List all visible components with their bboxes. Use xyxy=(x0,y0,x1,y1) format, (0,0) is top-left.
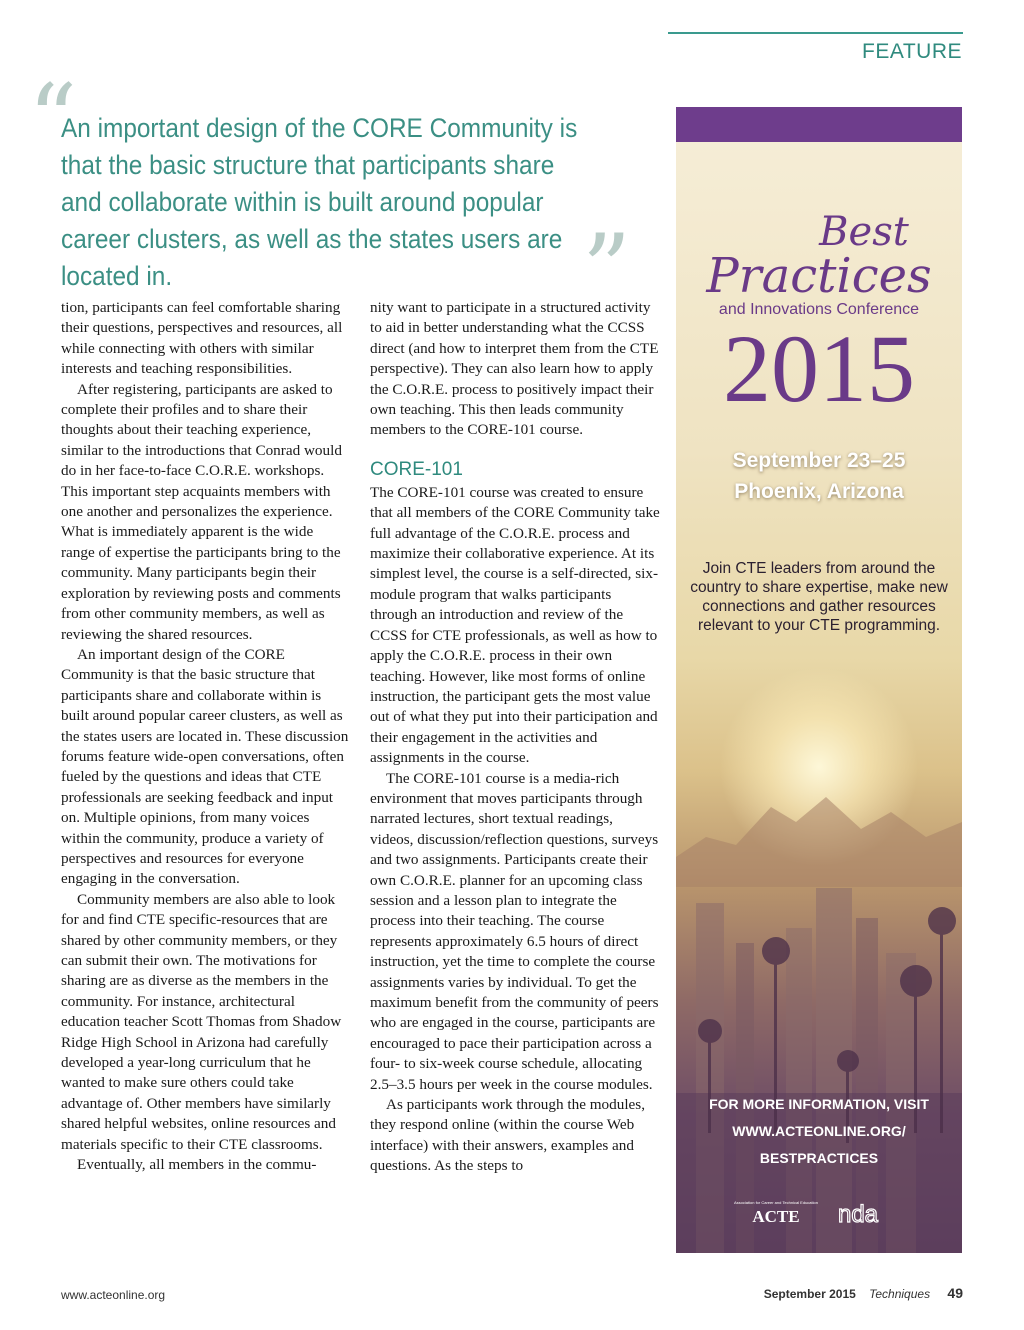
ad-location: Phoenix, Arizona xyxy=(734,480,904,503)
paragraph: The CORE-101 course was created to ensure that all members of the CORE Community take full advantage of the C.O.R.E. process and maximize their collaborative experience. At its simplest level, the course is a self-directed, six-module program that walks participants through an introduction and review of the CCSS for CTE professionals, as well as how to apply the C.O.R.E. process in their own teaching. However, like most forms of online instruction, the participant gets the most value out of what they put into their participation and their engagement in the activities and assignments in the course. xyxy=(370,483,660,767)
ad-info xyxy=(676,1091,962,1172)
paragraph: The CORE-101 course is a media-rich environment that moves participants through narrated lectures, short textual readings, videos, discussion/reflection questions, surveys and two assignments. Participants create their own C.O.R.E. planner for an upcoming class session and a lesson plan to integrate the process into their teaching. The course represents approximately 6.5 hours of direct instruction, yet the time to complete the course assignments varies by individual. To get the maximum benefit from the community of peers who are engaged in the course, participants are encouraged to pace their participation across a four- to six-week course schedule, allocating 2.5–3.5 hours per week in the course modules. xyxy=(370,769,659,1093)
section-heading: CORE-101 xyxy=(370,458,463,480)
ad-subtitle: and Innovations Conference xyxy=(718,301,920,318)
ad-title-best: Best xyxy=(819,209,909,255)
ad-title xyxy=(676,209,962,304)
ad-year: 2015 xyxy=(723,315,915,422)
footer-url: www.acteonline.org xyxy=(61,1288,166,1302)
ad-info-line: FOR MORE INFORMATION, VISIT xyxy=(709,1096,929,1112)
city-skyline-illustration xyxy=(676,833,962,1253)
paragraph: Eventually, all members in the commu- xyxy=(77,1156,317,1174)
footer-date: September 2015 xyxy=(763,1287,856,1301)
header-rule xyxy=(668,32,963,34)
footer-magazine: Techniques xyxy=(869,1287,931,1301)
nda-logo: nda xyxy=(837,1201,879,1228)
ad-title-practices: Practices xyxy=(706,248,932,304)
paragraph: After registering, participants are asked to complete their profiles and to share their thoughts about their teaching experience, similar to the introductions that Conrad would do in her face-to-face C.O.R.E. workshops. This important step acquaints members with one another and personalizes the experience. What is immediately apparent is the wide range of expertise the participants bring to the community. Many participants begin their exploration by reviewing posts and comments from other community members, as well as reviewing the shared resources. xyxy=(61,380,342,643)
article-column-1 xyxy=(61,298,350,1175)
acte-logo-subtitle: Association for Career and Technical Education xyxy=(734,1200,818,1205)
footer-info xyxy=(764,1285,963,1301)
article-column-2 xyxy=(370,298,660,1177)
ad-url-link[interactable]: WWW.ACTEONLINE.ORG/ xyxy=(732,1123,906,1139)
open-quote-mark: “ xyxy=(28,64,78,176)
paragraph: nity want to participate in a structured activity to aid in better understanding what the CCSS direct (and how to interpret them from the CTE perspective). They can also learn how to apply the C.O.R.E. process to positively impact their own teaching. This then leads community members to the CORE-101 course. xyxy=(370,299,659,439)
paragraph: Community members are also able to look for and find CTE specific-resources that are shared by other community members, or they can submit their own. The motivations for sharing are as diverse as the members in the community. For instance, architectural education teacher Scott Thomas from Shadow Ridge High School in Arizona had carefully developed a year-long curriculum that he wanted to make sure others could take advantage of. Other members have similarly shared helpful websites, online resources and materials specific to their CTE classrooms. xyxy=(61,890,342,1153)
ad-dates-location xyxy=(676,445,962,507)
sponsor-logos xyxy=(676,1192,962,1232)
paragraph: As participants work through the modules, they respond online (within the course Web interface) with their answers, examples and questions. As the steps to xyxy=(370,1096,645,1175)
conference-advertisement[interactable] xyxy=(676,107,962,1253)
close-quote-mark: ” xyxy=(582,214,632,326)
page-number: 49 xyxy=(947,1285,963,1301)
pull-quote: An important design of the CORE Community is that the basic structure that participants share and collaborate within is built around popular career clusters, as well as the states users are located in. xyxy=(61,113,578,291)
paragraph: tion, participants can feel comfortable sharing their questions, perspectives and resources, all while connecting with others with similar interests and teaching responsibilities. xyxy=(61,299,343,378)
ad-url-link-cont[interactable]: BESTPRACTICES xyxy=(759,1150,879,1166)
ad-dates: September 23–25 xyxy=(732,449,906,472)
section-label: FEATURE xyxy=(862,40,962,63)
ad-top-bar xyxy=(676,107,962,142)
paragraph: An important design of the CORE Community is that the basic structure that participants share and collaborate within is built around popular career clusters, as well as the states users are located in. These discussion forums feature wide-open conversations, often fueled by the questions and ideas that CTE professionals are seeking feedback and input on. Multiple opinions, from many voices within the community, produce a variety of perspectives and resources for everyone engaging in the conversation. xyxy=(61,645,349,888)
acte-logo: ACTE xyxy=(752,1207,800,1226)
ad-blurb: Join CTE leaders from around the country to share expertise, make new connections and gather resources relevant to your CTE programming. xyxy=(690,560,948,634)
